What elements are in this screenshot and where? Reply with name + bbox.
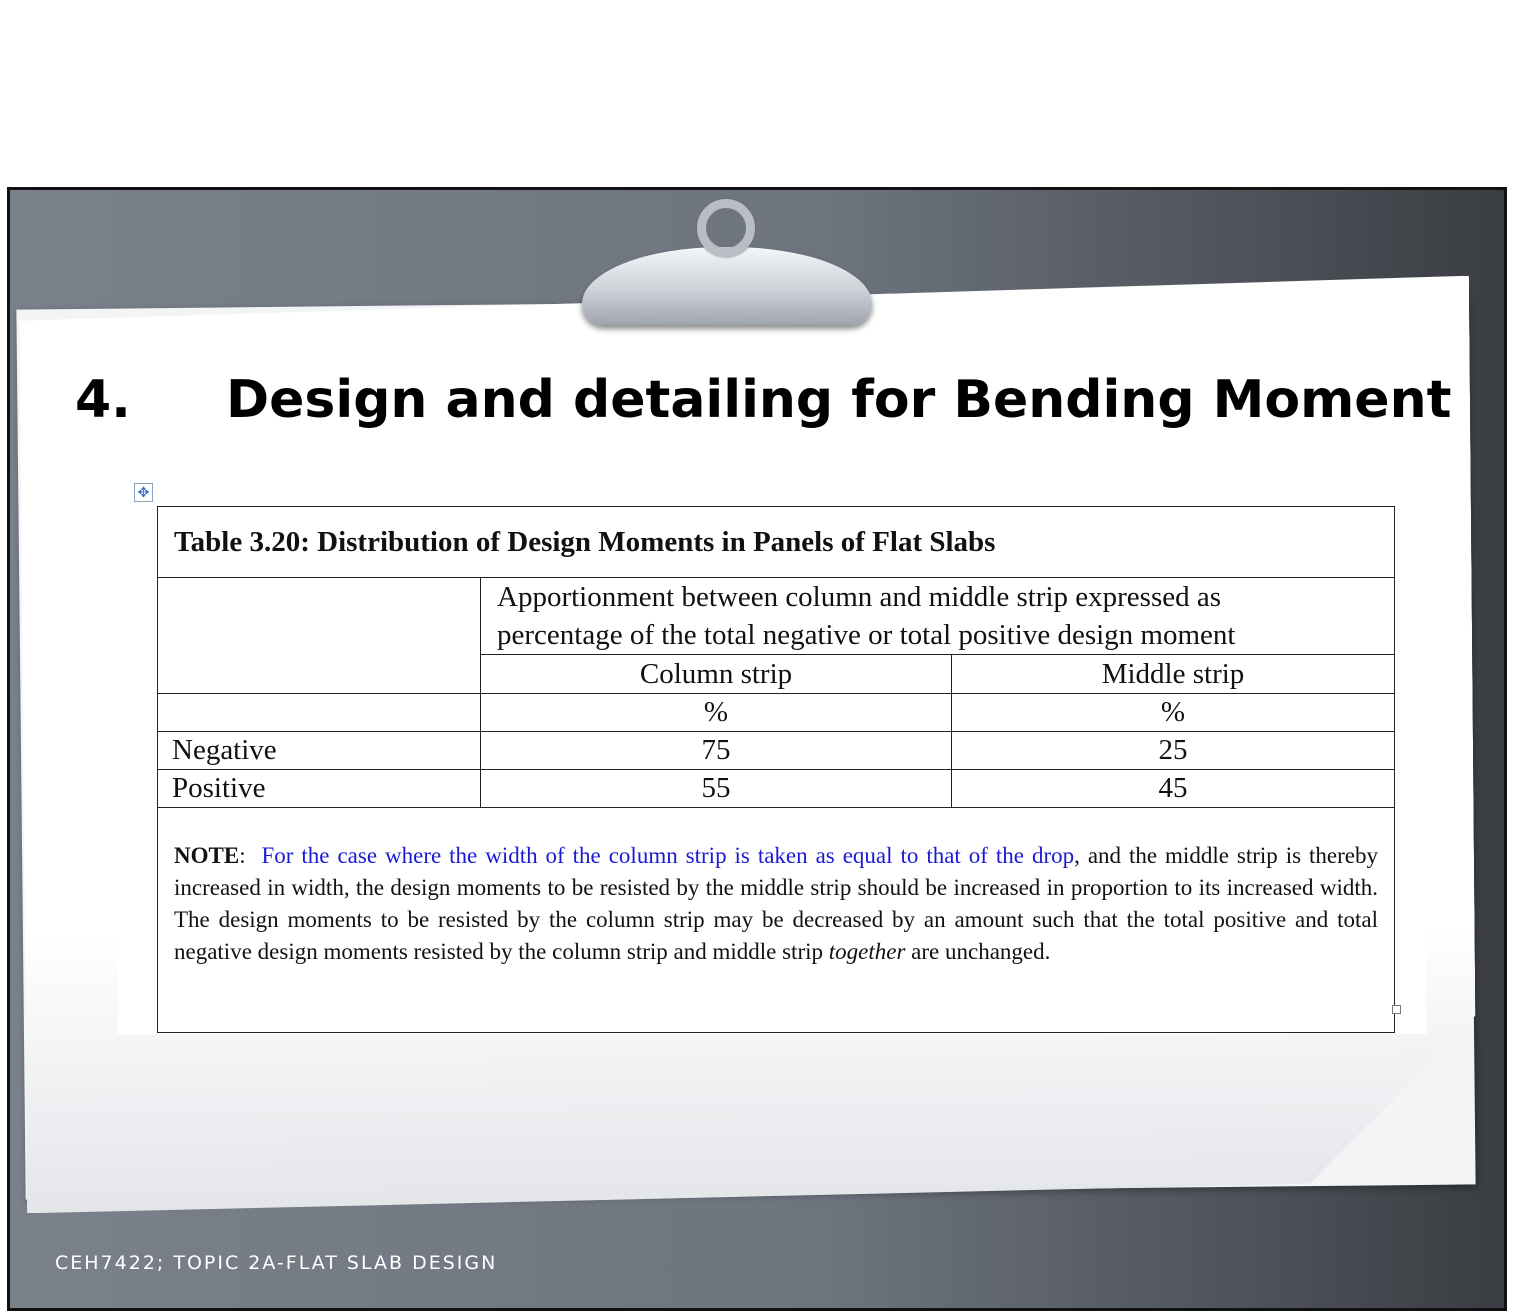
note-highlighted-text: For the case where the width of the column strip is taken as equal to that of the drop xyxy=(261,843,1075,868)
clip-slot xyxy=(659,317,693,322)
clip-slot xyxy=(763,317,797,322)
unit-label-cell xyxy=(158,694,481,732)
clip-slot xyxy=(607,317,641,322)
row-label-negative: Negative xyxy=(158,732,481,770)
table-note xyxy=(158,808,1395,1033)
positive-column-value: 55 xyxy=(481,770,952,808)
note-colon: : xyxy=(239,843,246,868)
note-text-2: are unchanged. xyxy=(905,939,1051,964)
clip-slot xyxy=(815,317,849,322)
clip-slot xyxy=(711,317,745,322)
resize-handle-icon[interactable] xyxy=(1392,1005,1401,1014)
note-text-1: , and the middle strip is thereby increased in width, the design moments to be resisted by the middle strip should be increased in proportion to its increased width. The design moments to be resisted by the column strip may be decreased by an amount such that the total positive and total negative design moments resisted by the column strip and middle strip xyxy=(174,843,1378,964)
positive-middle-value: 45 xyxy=(952,770,1395,808)
table-caption: Table 3.20: Distribution of Design Moments in Panels of Flat Slabs xyxy=(158,507,1395,578)
negative-column-value: 75 xyxy=(481,732,952,770)
slide-footer: CEH7422; TOPIC 2A-FLAT SLAB DESIGN xyxy=(55,1252,498,1274)
note-label: NOTE xyxy=(174,843,240,868)
row-label-positive: Positive xyxy=(158,770,481,808)
header-line-1: Apportionment between column and middle strip expressed as xyxy=(497,581,1222,613)
negative-middle-value: 25 xyxy=(952,732,1395,770)
middle-strip-header: Middle strip xyxy=(952,655,1395,694)
paper-clip-ring-icon xyxy=(697,199,755,257)
paper-clip-icon xyxy=(582,247,872,325)
slide-title: Design and detailing for Bending Moment xyxy=(226,370,1452,430)
empty-header-cell xyxy=(158,578,481,694)
table-header xyxy=(481,578,1395,655)
column-strip-header: Column strip xyxy=(481,655,952,694)
moment-distribution-table[interactable] xyxy=(157,506,1395,1033)
note-italic-text: together xyxy=(828,939,906,964)
table-row xyxy=(158,770,1395,808)
middle-strip-unit: % xyxy=(952,694,1395,732)
column-strip-unit: % xyxy=(481,694,952,732)
move-handle-icon[interactable]: ✥ xyxy=(134,483,153,502)
header-line-2: percentage of the total negative or total positive design moment xyxy=(497,619,1236,651)
slide-number: 4. xyxy=(75,370,131,430)
table-row xyxy=(158,732,1395,770)
